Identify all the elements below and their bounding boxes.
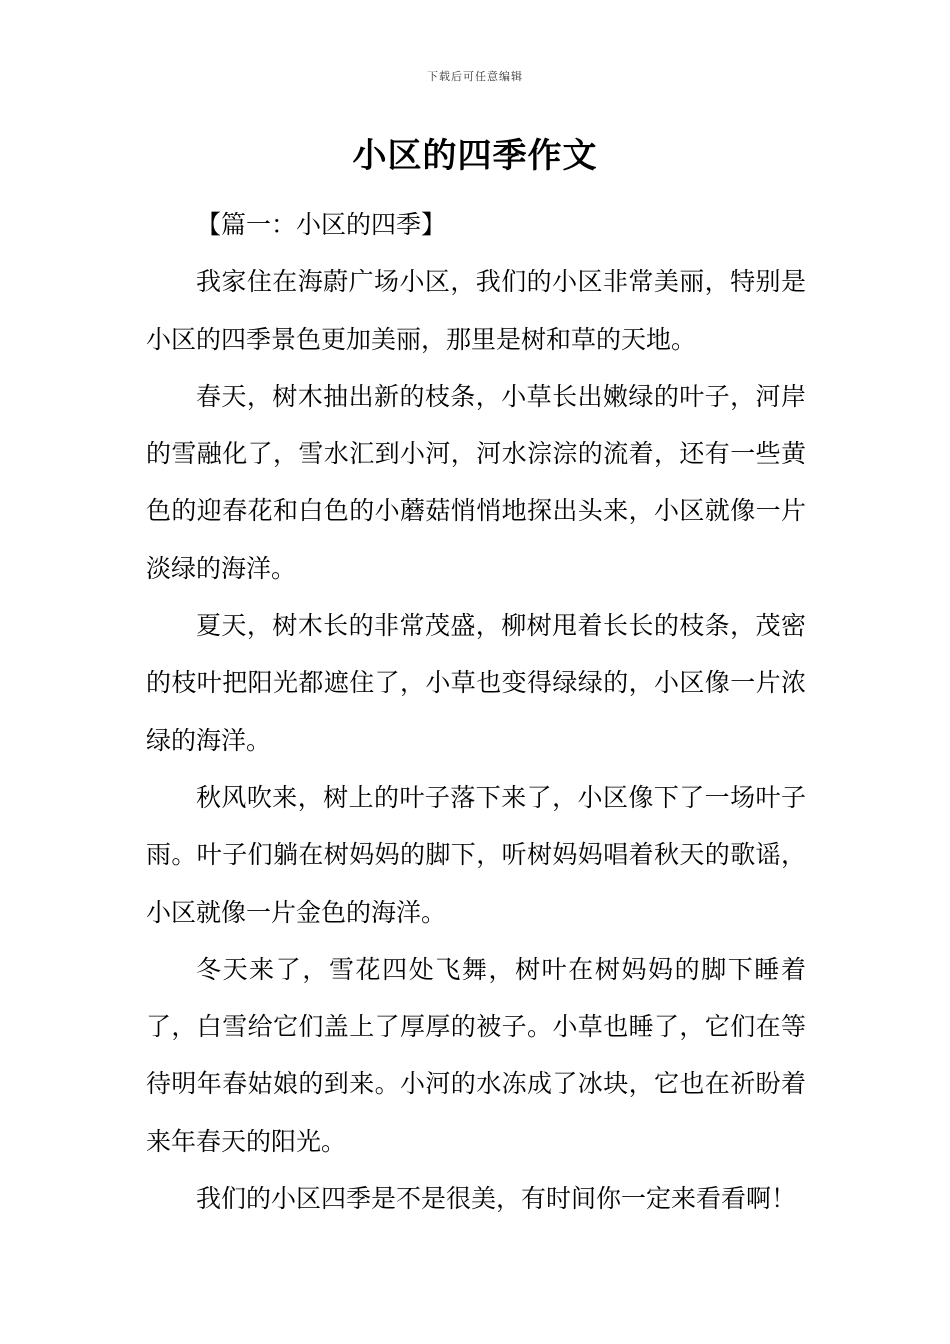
paragraph-summer: 夏天，树木长的非常茂盛，柳树甩着长长的枝条，茂密的枝叶把阳光都遮住了，小草也变得绿绿的，小区像一片浓绿的海洋。 [146, 611, 806, 755]
paragraph-autumn: 秋风吹来，树上的叶子落下来了，小区像下了一场叶子雨。叶子们躺在树妈妈的脚下，听树妈妈唱着秋天的歌谣，小区就像一片金色的海洋。 [146, 782, 806, 927]
document-body [146, 196, 806, 1227]
paragraph-winter: 冬天来了，雪花四处飞舞，树叶在树妈妈的脚下睡着了，白雪给它们盖上了厚厚的被子。小草也睡了，它们在等待明年春姑娘的到来。小河的水冻成了冰块，它也在祈盼着来年春天的阳光。 [146, 954, 806, 1156]
document-title: 小区的四季作文 [352, 136, 598, 176]
header-note: 下载后可任意编辑 [427, 70, 523, 83]
paragraph-spring: 春天，树木抽出新的枝条，小草长出嫩绿的叶子，河岸的雪融化了，雪水汇到小河，河水淙淙的流着，还有一些黄色的迎春花和白色的小蘑菇悄悄地探出头来，小区就像一片淡绿的海洋。 [146, 381, 806, 583]
paragraph-intro: 我家住在海蔚广场小区，我们的小区非常美丽，特别是小区的四季景色更加美丽，那里是树和草的天地。 [146, 267, 806, 354]
paragraph-closing: 我们的小区四季是不是很美，有时间你一定来看看啊！ [196, 1184, 797, 1214]
section-heading: 【篇一：小区的四季】 [196, 210, 447, 239]
